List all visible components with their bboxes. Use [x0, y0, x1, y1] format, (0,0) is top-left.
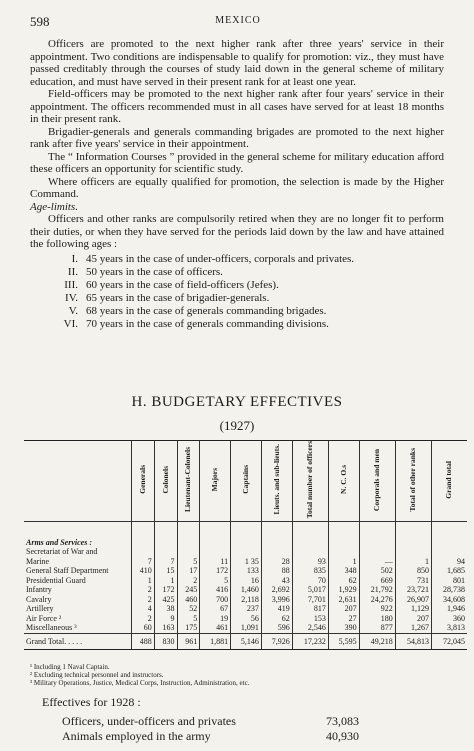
table-row — [24, 547, 467, 557]
list-text: 50 years in the case of officers. — [86, 265, 223, 278]
table-cell — [177, 547, 200, 557]
table-row — [24, 576, 467, 586]
table-cell: 830 — [154, 633, 177, 650]
effectives-value: 73,083 — [326, 714, 359, 728]
table-cell: 731 — [395, 576, 431, 586]
table-cell: 62 — [261, 614, 292, 624]
list-item — [50, 279, 444, 292]
table-cell: 460 — [177, 595, 200, 605]
table-cell: 502 — [359, 566, 395, 576]
table-cell: 360 — [431, 614, 467, 624]
table-cell: 2,546 — [292, 623, 328, 633]
table-row — [24, 604, 467, 614]
table-cell: 17 — [177, 566, 200, 576]
table-cell: 2,692 — [261, 585, 292, 595]
budget-table — [24, 440, 467, 650]
paragraph: The “ Information Courses ” provided in the general scheme for military education afford these officers an opportunity for scientific study. — [30, 150, 444, 175]
table-cell: 348 — [328, 566, 359, 576]
table-cell: 23,721 — [395, 585, 431, 595]
table-cell: 801 — [431, 576, 467, 586]
table-cell: 180 — [359, 614, 395, 624]
table-cell: 7,926 — [261, 633, 292, 650]
table-cell: 28,738 — [431, 585, 467, 595]
table-cell: 596 — [261, 623, 292, 633]
column-header: Generals — [132, 441, 155, 522]
list-numeral: II. — [67, 265, 78, 278]
table-cell: 1,129 — [395, 604, 431, 614]
table-cell: 922 — [359, 604, 395, 614]
paragraph: Brigadier-generals and generals commanding brigades are promoted to the next higher rank after five years' service in their appointment. — [30, 125, 444, 150]
row-label: Presidential Guard — [26, 575, 86, 585]
effectives-label: Animals employed in the army — [62, 729, 211, 743]
table-row — [24, 623, 467, 633]
table-cell: 5 — [200, 576, 231, 586]
table-cell: 17,232 — [292, 633, 328, 650]
table-row — [24, 614, 467, 624]
table-cell: 207 — [328, 604, 359, 614]
table-cell: 52 — [177, 604, 200, 614]
table-cell: 93 — [292, 557, 328, 567]
table-cell: 16 — [231, 576, 262, 586]
table-cell: 21,792 — [359, 585, 395, 595]
column-header: Colonels — [154, 441, 177, 522]
table-cell: 163 — [154, 623, 177, 633]
table-cell: 419 — [261, 604, 292, 614]
body-text — [30, 38, 444, 331]
table-cell — [328, 547, 359, 557]
table-cell: 56 — [231, 614, 262, 624]
column-header: Lieuts. and sub-lieuts. — [261, 441, 292, 522]
row-label: General Staff Department — [26, 566, 109, 576]
table-cell: 60 — [132, 623, 155, 633]
table-cell: 1 — [395, 557, 431, 567]
column-header: Captains — [231, 441, 262, 522]
table-cell: 28 — [261, 557, 292, 567]
table-cell — [132, 547, 155, 557]
table-cell: 9 — [154, 614, 177, 624]
row-label: Miscellaneous ³ — [26, 623, 77, 633]
table-cell: 835 — [292, 566, 328, 576]
list-numeral: I. — [71, 252, 78, 265]
table-cell: 24,276 — [359, 595, 395, 605]
list-item — [50, 305, 444, 318]
table-cell: 2 — [177, 576, 200, 586]
list-text: 68 years in the case of generals commanding brigades. — [86, 304, 327, 317]
table-cell: 1,946 — [431, 604, 467, 614]
row-label: Cavalry — [26, 594, 52, 604]
table-cell: 2 — [132, 614, 155, 624]
table-cell: 425 — [154, 595, 177, 605]
section-year: (1927) — [219, 418, 255, 433]
table-cell — [395, 547, 431, 557]
list-numeral: VI. — [63, 317, 78, 330]
header-blank — [24, 441, 132, 522]
effectives-value: 40,930 — [326, 729, 359, 743]
effectives-label: Officers, under-officers and privates — [62, 714, 236, 728]
table-cell: 5 — [177, 557, 200, 567]
table-group-row — [24, 521, 467, 547]
table-cell: 133 — [231, 566, 262, 576]
table-cell: 2 — [132, 585, 155, 595]
list-text: 65 years in the case of brigadier-generals. — [86, 291, 270, 304]
table-cell: 88 — [261, 566, 292, 576]
table-cell: 27 — [328, 614, 359, 624]
row-label: Grand Total. . . . . — [24, 633, 132, 650]
effectives-heading: Effectives for 1928 : — [42, 695, 141, 709]
table-cell — [154, 547, 177, 557]
paragraph: Where officers are equally qualified for promotion, the selection is made by the Higher Command. — [30, 175, 444, 200]
footnote: ¹ Including 1 Naval Captain. — [30, 663, 110, 671]
table-cell: 1 35 — [231, 557, 262, 567]
list-numeral: III. — [64, 278, 78, 291]
table-cell — [431, 547, 467, 557]
table-cell: 5,595 — [328, 633, 359, 650]
column-header: Total number of officers — [292, 441, 328, 522]
column-header: Lieutenant-Colonels — [177, 441, 200, 522]
table-cell — [292, 547, 328, 557]
list-item — [50, 253, 444, 266]
list-numeral: IV. — [65, 291, 78, 304]
table-total-row — [24, 633, 467, 650]
table-cell: 67 — [200, 604, 231, 614]
row-label: Air Force ² — [26, 613, 62, 623]
table-cell: 850 — [395, 566, 431, 576]
table-cell — [359, 547, 395, 557]
page-number: 598 — [30, 14, 50, 29]
table-cell: 11 — [200, 557, 231, 567]
table-cell: 2,631 — [328, 595, 359, 605]
table-cell: 15 — [154, 566, 177, 576]
table-cell: 1 — [132, 576, 155, 586]
running-title: MEXICO — [215, 15, 261, 26]
table-row — [24, 585, 467, 595]
table-cell: 961 — [177, 633, 200, 650]
table-cell: 19 — [200, 614, 231, 624]
footnotes — [30, 663, 446, 687]
table-cell: 7 — [154, 557, 177, 567]
column-header: N. C. O.s — [328, 441, 359, 522]
footnote: ² Excluding technical personnel and instructors. — [30, 671, 164, 679]
list-item — [50, 318, 444, 331]
table-cell: 175 — [177, 623, 200, 633]
table-cell — [231, 547, 262, 557]
list-text: 45 years in the case of under-officers, corporals and privates. — [86, 252, 355, 265]
table-cell: 1,881 — [200, 633, 231, 650]
column-header: Total of other ranks — [395, 441, 431, 522]
table-cell: 7,701 — [292, 595, 328, 605]
table-cell: 817 — [292, 604, 328, 614]
table-cell — [261, 547, 292, 557]
table-row — [24, 557, 467, 567]
table-header-row — [24, 441, 467, 522]
list-item — [50, 292, 444, 305]
group-label: Arms and Services : — [26, 537, 92, 547]
table-cell: 3,996 — [261, 595, 292, 605]
age-limits-list — [30, 253, 444, 331]
list-text: 70 years in the case of generals commanding divisions. — [86, 317, 329, 330]
table-cell: 877 — [359, 623, 395, 633]
table-cell: 2,118 — [231, 595, 262, 605]
table-cell: 237 — [231, 604, 262, 614]
table-cell: 43 — [261, 576, 292, 586]
table-cell: 1,685 — [431, 566, 467, 576]
table-cell: 7 — [132, 557, 155, 567]
table-cell: 1,267 — [395, 623, 431, 633]
table-cell: 390 — [328, 623, 359, 633]
table-cell: 172 — [154, 585, 177, 595]
column-header: Majors — [200, 441, 231, 522]
column-header: Corporals and men — [359, 441, 395, 522]
table-cell: 62 — [328, 576, 359, 586]
table-cell: 49,218 — [359, 633, 395, 650]
table-cell: 1,091 — [231, 623, 262, 633]
table-row — [24, 595, 467, 605]
table-cell: 461 — [200, 623, 231, 633]
table-cell: 5,017 — [292, 585, 328, 595]
age-limits-intro: Officers and other ranks are compulsorily retired when they are no longer fit to perform their duties, or when they have served for the periods laid down by the law and have attained the following ages : — [30, 213, 444, 250]
table-cell: 5,146 — [231, 633, 262, 650]
table-cell: 700 — [200, 595, 231, 605]
table-cell: 488 — [132, 633, 155, 650]
table-cell: 94 — [431, 557, 467, 567]
table-row — [24, 566, 467, 576]
table-cell: 26,907 — [395, 595, 431, 605]
table-cell: 172 — [200, 566, 231, 576]
table-cell: 416 — [200, 585, 231, 595]
table-cell: 1 — [328, 557, 359, 567]
table-cell: 245 — [177, 585, 200, 595]
table-cell: 72,045 — [431, 633, 467, 650]
table-cell: 4 — [132, 604, 155, 614]
footnote: ³ Military Operations, Justice, Medical Corps, Instruction, Administration, etc. — [30, 679, 250, 687]
row-label: Infantry — [26, 585, 52, 595]
table-cell: 3,813 — [431, 623, 467, 633]
section-title: H. BUDGETARY EFFECTIVES — [131, 394, 343, 410]
table-cell: 669 — [359, 576, 395, 586]
table-cell: 34,608 — [431, 595, 467, 605]
table-cell: — — [359, 557, 395, 567]
list-text: 60 years in the case of field-officers (Jefes). — [86, 278, 279, 291]
row-label: Marine — [26, 556, 50, 566]
table-cell: 70 — [292, 576, 328, 586]
age-limits-heading: Age-limits. — [30, 200, 78, 213]
page-header — [30, 14, 446, 32]
list-numeral: V. — [68, 304, 78, 317]
table-cell: 207 — [395, 614, 431, 624]
row-label: Secretariat of War and — [26, 547, 98, 557]
table-cell — [200, 547, 231, 557]
table-cell: 1,460 — [231, 585, 262, 595]
column-header: Grand total — [431, 441, 467, 522]
table-cell: 153 — [292, 614, 328, 624]
table-cell: 38 — [154, 604, 177, 614]
table-cell: 5 — [177, 614, 200, 624]
table-cell: 1 — [154, 576, 177, 586]
paragraph: Field-officers may be promoted to the next higher rank after four years' service in their appointment. The officers recommended must in all cases have served for at least 18 months in their present rank. — [30, 88, 444, 125]
table-cell: 2 — [132, 595, 155, 605]
paragraph: Officers are promoted to the next higher rank after three years' service in their appointment. Two conditions are indispensable to qualify for promotion: viz., they must have passed creditably through the courses of study laid down in the general scheme of military education, and must have served in their present rank for at least one year. — [30, 38, 444, 88]
table-cell: 1,929 — [328, 585, 359, 595]
table-cell: 54,813 — [395, 633, 431, 650]
row-label: Artillery — [26, 604, 54, 614]
list-item — [50, 266, 444, 279]
table-cell: 410 — [132, 566, 155, 576]
